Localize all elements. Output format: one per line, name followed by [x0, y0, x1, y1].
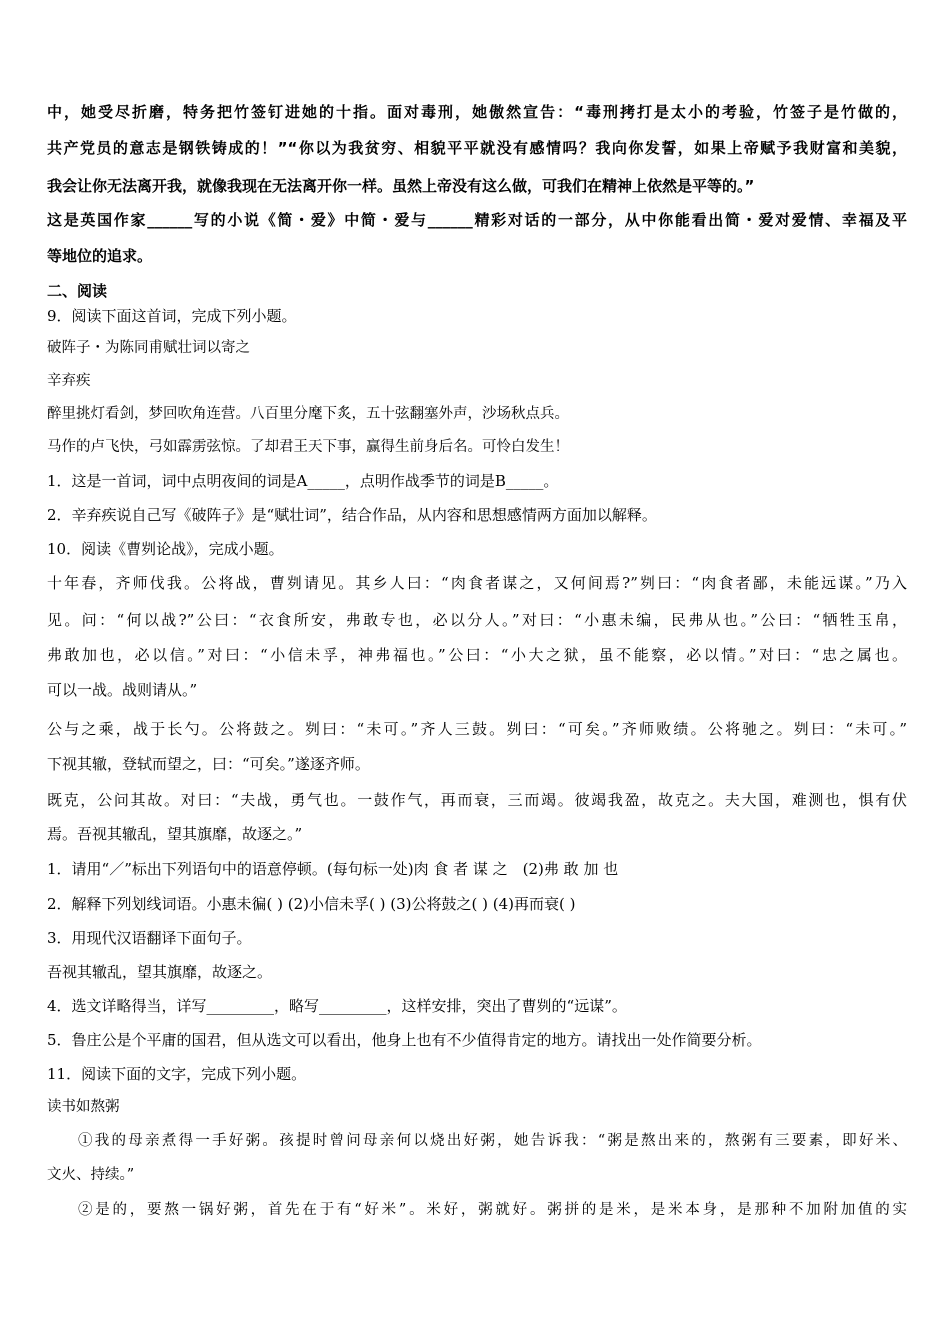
passage-line: 下视其辙，登轼而望之，曰：“可矣。”遂逐齐师。	[47, 755, 370, 773]
poem-author: 辛弃疾	[47, 373, 91, 389]
section-title: 二、阅读	[47, 282, 108, 300]
article-line: ②是的，要熬一锅好粥，首先在于有“好米”。米好，粥就好。粥拼的是米，是米本身，是那种不加附加值的实	[78, 1202, 907, 1218]
passage-line: 等地位的追求。	[47, 247, 153, 265]
article-title: 读书如熬粥	[47, 1099, 120, 1115]
question-9-prompt: 9．阅读下面这首词，完成下列小题。	[47, 307, 297, 325]
passage-line: 可以一战。战则请从。”	[47, 681, 198, 699]
passage-line: 公与之乘，战于长勺。公将鼓之。刿曰：“未可。”齐人三鼓。刿曰：“可矣。”齐师败绩。公将驰之。刿曰：“未可。”	[47, 720, 907, 738]
passage-line: 焉。吾视其辙乱，望其旗靡，故逐之。”	[47, 825, 303, 843]
article-line: 文火、持续。”	[47, 1167, 135, 1183]
passage-line: 这是英国作家______写的小说《简・爱》中简・爱与______精彩对话的一部分，从中你能看出简・爱对爱情、幸福及平	[47, 211, 907, 229]
question-item: 5．鲁庄公是个平庸的国君，但从选文可以看出，他身上也有不少值得肯定的地方。请找出一处作简要分析。	[47, 1031, 762, 1049]
question-item: 2．辛弃疾说自己写《破阵子》是“赋壮词”，结合作品，从内容和思想感情两方面加以解释。	[47, 506, 657, 524]
passage-line: 我会让你无法离开我，就像我现在无法离开你一样。虽然上帝没有这么做，可我们在精神上依然是平等的。”	[47, 177, 755, 195]
poem-line: 马作的卢飞快，弓如霹雳弦惊。了却君王天下事，赢得生前身后名。可怜白发生！	[47, 439, 569, 455]
poem-title: 破阵子・为陈同甫赋壮词以寄之	[47, 340, 250, 356]
passage-line: 中，她受尽折磨，特务把竹签钉进她的十指。面对毒刑，她傲然宣告：“毒刑拷打是太小的考验，竹签子是竹做的，	[47, 103, 907, 121]
question-item: 4．选文详略得当，详写_________，略写_________，这样安排，突出了曹刿的“远谋”。	[47, 997, 627, 1015]
question-item: 1．这是一首词，词中点明夜间的词是A_____，点明作战季节的词是B_____。	[47, 472, 559, 490]
poem-line: 醉里挑灯看剑，梦回吹角连营。八百里分麾下炙，五十弦翻塞外声，沙场秋点兵。	[47, 406, 569, 422]
question-11-prompt: 11．阅读下面的文字，完成下列小题。	[47, 1065, 307, 1083]
question-item: 吾视其辙乱，望其旗靡，故逐之。	[47, 963, 273, 981]
question-item: 2．解释下列划线词语。小惠未徧( ) (2)小信未孚( ) (3)公将鼓之( ) (4)再而衰( )	[47, 895, 576, 913]
passage-line: 既克，公问其故。对曰：“夫战，勇气也。一鼓作气，再而衰，三而竭。彼竭我盈，故克之。夫大国，难测也，惧有伏	[47, 791, 907, 809]
passage-line: 十年春，齐师伐我。公将战，曹刿请见。其乡人曰：“肉食者谋之，又何间焉?”刿曰：“肉食者鄙，未能远谋。”乃入	[47, 574, 907, 592]
article-line: ①我的母亲煮得一手好粥。孩提时曾问母亲何以烧出好粥，她告诉我：“粥是熬出来的，熬粥有三要素，即好米、	[78, 1133, 907, 1149]
passage-line: 共产党员的意志是钢铁铸成的！”“你以为我贫穷、相貌平平就没有感情吗？我向你发誓，如果上帝赋予我财富和美貌，	[47, 139, 907, 157]
passage-line: 见。问：“何以战?”公曰：“衣食所安，弗敢专也，必以分人。”对曰：“小惠未编，民弗从也。”公曰：“牺牲玉帛，	[47, 611, 907, 629]
question-10-prompt: 10．阅读《曹刿论战》，完成小题。	[47, 540, 284, 558]
passage-line: 弗敢加也，必以信。”对曰：“小信未孚，神弗福也。”公曰：“小大之狱，虽不能察，必以情。”对曰：“忠之属也。	[47, 646, 907, 664]
question-item: 1．请用“／”标出下列语句中的语意停顿。(每句标一处)肉 食 者 谋 之 (2)弗 敢 加 也	[47, 860, 619, 878]
question-item: 3．用现代汉语翻译下面句子。	[47, 929, 252, 947]
